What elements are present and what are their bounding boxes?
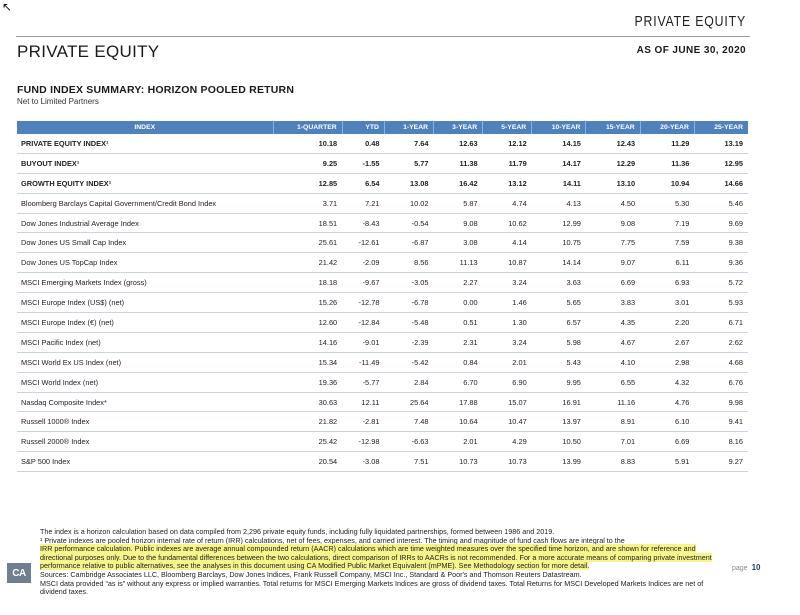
return-value-cell: 4.76: [640, 392, 694, 412]
return-value-cell: -0.54: [384, 213, 433, 233]
return-value-cell: 2.01: [483, 352, 532, 372]
return-value-cell: 4.32: [640, 372, 694, 392]
index-name-cell: Russell 2000® Index: [17, 432, 273, 452]
table-row: [17, 452, 748, 472]
index-name-cell: BUYOUT INDEX¹: [17, 153, 273, 173]
return-value-cell: 10.87: [483, 253, 532, 273]
return-value-cell: -8.43: [342, 213, 384, 233]
return-value-cell: 14.14: [532, 253, 586, 273]
return-value-cell: 16.42: [434, 173, 483, 193]
return-value-cell: 4.14: [483, 233, 532, 253]
return-value-cell: 14.66: [694, 173, 748, 193]
return-value-cell: 11.13: [434, 253, 483, 273]
return-value-cell: 18.51: [273, 213, 342, 233]
return-value-cell: 2.62: [694, 332, 748, 352]
return-value-cell: 6.11: [640, 253, 694, 273]
return-value-cell: 4.68: [694, 352, 748, 372]
page-number-value: 10: [751, 563, 761, 572]
return-value-cell: -1.55: [342, 153, 384, 173]
highlighted-footnote: IRR performance calculation. Public indexes are average annual compounded return (AACR) calculations which are time weighted measures over the specified time horizon, and are shown for reference and directional purposes only. Due to the fundamental differences between the two calculations, direct comparison of IRRs to AACRs is not recommended. For a more accurate means of comparing private investment performance relative to public alternatives, see the analyses in this document using CA Modified Public Market Equivalent (mPME). See Methodology section for more detail.: [40, 544, 712, 571]
footnotes: [40, 528, 720, 597]
footnote-msci: MSCI data provided “as is” without any express or implied warranties. Total returns for MSCI Emerging Markets Indices are gross of dividend taxes. Total Returns for MSCI Developed Markets Indices are net of dividend taxes.: [40, 578, 704, 597]
return-value-cell: 5.77: [384, 153, 433, 173]
table-header-row: [17, 121, 748, 134]
column-header-3-year: 3-YEAR: [434, 121, 483, 134]
return-value-cell: 3.01: [640, 293, 694, 313]
section-subtitle: Net to Limited Partners: [17, 97, 99, 106]
table-row: [17, 432, 748, 452]
return-value-cell: 12.11: [342, 392, 384, 412]
column-header-1-year: 1-YEAR: [384, 121, 433, 134]
return-value-cell: 7.64: [384, 134, 433, 153]
page-title: PRIVATE EQUITY: [17, 42, 160, 61]
return-value-cell: 10.50: [532, 432, 586, 452]
return-value-cell: 5.30: [640, 193, 694, 213]
return-value-cell: -9.01: [342, 332, 384, 352]
column-header-5-year: 5-YEAR: [483, 121, 532, 134]
return-value-cell: 4.67: [586, 332, 640, 352]
return-value-cell: 7.01: [586, 432, 640, 452]
return-value-cell: 5.87: [434, 193, 483, 213]
return-value-cell: 3.24: [483, 273, 532, 293]
return-value-cell: 2.31: [434, 332, 483, 352]
return-value-cell: 10.73: [483, 452, 532, 472]
index-name-cell: MSCI Pacific Index (net): [17, 332, 273, 352]
return-value-cell: 9.98: [694, 392, 748, 412]
return-value-cell: 6.69: [586, 273, 640, 293]
return-value-cell: 13.08: [384, 173, 433, 193]
return-value-cell: -5.42: [384, 352, 433, 372]
return-value-cell: 2.98: [640, 352, 694, 372]
column-header-1-quarter: 1-QUARTER: [273, 121, 342, 134]
return-value-cell: 6.93: [640, 273, 694, 293]
column-header-ytd: YTD: [342, 121, 384, 134]
return-value-cell: 6.10: [640, 412, 694, 432]
return-value-cell: 12.99: [532, 213, 586, 233]
index-name-cell: Russell 1000® Index: [17, 412, 273, 432]
return-value-cell: 9.69: [694, 213, 748, 233]
return-value-cell: 15.07: [483, 392, 532, 412]
return-value-cell: 7.51: [384, 452, 433, 472]
return-value-cell: 15.26: [273, 293, 342, 313]
return-value-cell: 12.95: [694, 153, 748, 173]
return-value-cell: 9.08: [434, 213, 483, 233]
return-value-cell: 6.69: [640, 432, 694, 452]
table-row: [17, 293, 748, 313]
return-value-cell: 6.57: [532, 313, 586, 333]
table-body: [17, 134, 748, 472]
return-value-cell: 25.61: [273, 233, 342, 253]
return-value-cell: 9.41: [694, 412, 748, 432]
return-value-cell: 13.12: [483, 173, 532, 193]
return-value-cell: 5.65: [532, 293, 586, 313]
return-value-cell: 8.83: [586, 452, 640, 472]
return-value-cell: -2.81: [342, 412, 384, 432]
return-value-cell: 10.62: [483, 213, 532, 233]
table-row: [17, 372, 748, 392]
return-value-cell: 10.18: [273, 134, 342, 153]
return-value-cell: 15.34: [273, 352, 342, 372]
column-header-25-year: 25-YEAR: [694, 121, 748, 134]
return-value-cell: 0.48: [342, 134, 384, 153]
return-value-cell: 11.38: [434, 153, 483, 173]
index-name-cell: MSCI Europe Index (€) (net): [17, 313, 273, 333]
index-name-cell: GROWTH EQUITY INDEX¹: [17, 173, 273, 193]
return-value-cell: 14.16: [273, 332, 342, 352]
column-header-10-year: 10-YEAR: [532, 121, 586, 134]
return-value-cell: 11.29: [640, 134, 694, 153]
return-value-cell: 9.27: [694, 452, 748, 472]
return-value-cell: 9.08: [586, 213, 640, 233]
return-value-cell: -6.63: [384, 432, 433, 452]
return-value-cell: 10.47: [483, 412, 532, 432]
index-name-cell: Dow Jones US TopCap Index: [17, 253, 273, 273]
index-name-cell: MSCI Europe Index (US$) (net): [17, 293, 273, 313]
return-value-cell: 2.01: [434, 432, 483, 452]
return-value-cell: -9.67: [342, 273, 384, 293]
return-value-cell: 21.82: [273, 412, 342, 432]
return-value-cell: 8.56: [384, 253, 433, 273]
return-value-cell: 13.99: [532, 452, 586, 472]
header-divider: [16, 36, 750, 37]
return-value-cell: -12.78: [342, 293, 384, 313]
table-row: [17, 352, 748, 372]
return-value-cell: 13.97: [532, 412, 586, 432]
return-value-cell: 13.10: [586, 173, 640, 193]
return-value-cell: 8.91: [586, 412, 640, 432]
return-value-cell: -11.49: [342, 352, 384, 372]
return-value-cell: -2.39: [384, 332, 433, 352]
index-name-cell: MSCI World Index (net): [17, 372, 273, 392]
return-value-cell: 4.35: [586, 313, 640, 333]
return-value-cell: 12.63: [434, 134, 483, 153]
return-value-cell: 4.29: [483, 432, 532, 452]
return-value-cell: 6.70: [434, 372, 483, 392]
cambridge-associates-logo: CA: [7, 563, 31, 583]
return-value-cell: 12.29: [586, 153, 640, 173]
return-value-cell: 11.36: [640, 153, 694, 173]
return-value-cell: -2.09: [342, 253, 384, 273]
return-value-cell: 10.64: [434, 412, 483, 432]
table-row: [17, 213, 748, 233]
return-value-cell: 3.24: [483, 332, 532, 352]
return-value-cell: 14.11: [532, 173, 586, 193]
return-value-cell: 14.17: [532, 153, 586, 173]
mouse-cursor-icon: ↖: [2, 0, 13, 14]
return-value-cell: 2.84: [384, 372, 433, 392]
table-row: [17, 173, 748, 193]
page-number: [732, 563, 760, 572]
return-value-cell: 7.59: [640, 233, 694, 253]
return-value-cell: 25.42: [273, 432, 342, 452]
return-value-cell: 12.12: [483, 134, 532, 153]
index-name-cell: Nasdaq Composite Index*: [17, 392, 273, 412]
return-value-cell: 7.19: [640, 213, 694, 233]
return-value-cell: 9.38: [694, 233, 748, 253]
return-value-cell: 3.08: [434, 233, 483, 253]
return-value-cell: 14.15: [532, 134, 586, 153]
column-header-index: INDEX: [17, 121, 273, 134]
return-value-cell: 25.64: [384, 392, 433, 412]
return-value-cell: 20.54: [273, 452, 342, 472]
table-row: [17, 253, 748, 273]
return-value-cell: 5.93: [694, 293, 748, 313]
table-row: [17, 193, 748, 213]
return-value-cell: 12.43: [586, 134, 640, 153]
return-value-cell: 3.83: [586, 293, 640, 313]
footnote-methodology: The index is a horizon calculation based on data compiled from 2,296 private equity funds, including fully liquidated partnerships, formed between 1986 and 2019.: [40, 527, 555, 536]
return-value-cell: 3.71: [273, 193, 342, 213]
return-value-cell: 7.75: [586, 233, 640, 253]
index-name-cell: MSCI World Ex US Index (net): [17, 352, 273, 372]
return-value-cell: 21.42: [273, 253, 342, 273]
footnote-private-indexes: ¹ Private indexes are pooled horizon internal rate of return (IRR) calculations, net of fees, expenses, and carried interest. The timing and magnitude of fund cash flows are integral to the: [40, 535, 625, 545]
running-header: PRIVATE EQUITY: [634, 13, 746, 30]
return-value-cell: -12.61: [342, 233, 384, 253]
return-value-cell: 7.48: [384, 412, 433, 432]
return-value-cell: 17.88: [434, 392, 483, 412]
table-row: [17, 412, 748, 432]
return-value-cell: 9.25: [273, 153, 342, 173]
return-value-cell: 30.63: [273, 392, 342, 412]
table-row: [17, 332, 748, 352]
return-value-cell: 4.10: [586, 352, 640, 372]
return-value-cell: 1.30: [483, 313, 532, 333]
return-value-cell: -12.84: [342, 313, 384, 333]
return-value-cell: 11.16: [586, 392, 640, 412]
return-value-cell: -6.78: [384, 293, 433, 313]
return-value-cell: 12.85: [273, 173, 342, 193]
table-row: [17, 392, 748, 412]
return-value-cell: 13.19: [694, 134, 748, 153]
return-value-cell: 5.46: [694, 193, 748, 213]
return-value-cell: -5.48: [384, 313, 433, 333]
table-row: [17, 153, 748, 173]
return-value-cell: 6.54: [342, 173, 384, 193]
index-name-cell: PRIVATE EQUITY INDEX¹: [17, 134, 273, 153]
return-value-cell: -3.05: [384, 273, 433, 293]
return-value-cell: -3.08: [342, 452, 384, 472]
return-value-cell: 5.43: [532, 352, 586, 372]
return-value-cell: 10.94: [640, 173, 694, 193]
return-value-cell: 16.91: [532, 392, 586, 412]
section-title: FUND INDEX SUMMARY: HORIZON POOLED RETURN: [17, 84, 295, 96]
return-value-cell: 6.55: [586, 372, 640, 392]
table-row: [17, 273, 748, 293]
return-value-cell: 0.84: [434, 352, 483, 372]
return-value-cell: 1.46: [483, 293, 532, 313]
return-value-cell: 3.63: [532, 273, 586, 293]
table-row: [17, 134, 748, 153]
return-value-cell: 4.74: [483, 193, 532, 213]
index-name-cell: MSCI Emerging Markets Index (gross): [17, 273, 273, 293]
return-value-cell: 7.21: [342, 193, 384, 213]
return-value-cell: 8.16: [694, 432, 748, 452]
return-value-cell: 9.07: [586, 253, 640, 273]
return-value-cell: 18.18: [273, 273, 342, 293]
return-value-cell: 2.20: [640, 313, 694, 333]
return-value-cell: 2.27: [434, 273, 483, 293]
return-value-cell: -5.77: [342, 372, 384, 392]
return-value-cell: 6.90: [483, 372, 532, 392]
return-value-cell: 10.02: [384, 193, 433, 213]
index-name-cell: Dow Jones Industrial Average Index: [17, 213, 273, 233]
index-name-cell: S&P 500 Index: [17, 452, 273, 472]
return-value-cell: 0.00: [434, 293, 483, 313]
return-value-cell: 11.79: [483, 153, 532, 173]
return-value-cell: -12.98: [342, 432, 384, 452]
return-value-cell: 9.95: [532, 372, 586, 392]
return-value-cell: 2.67: [640, 332, 694, 352]
return-value-cell: 4.50: [586, 193, 640, 213]
return-value-cell: 6.76: [694, 372, 748, 392]
return-value-cell: 10.75: [532, 233, 586, 253]
index-name-cell: Bloomberg Barclays Capital Government/Credit Bond Index: [17, 193, 273, 213]
table-row: [17, 313, 748, 333]
return-value-cell: 5.98: [532, 332, 586, 352]
index-name-cell: Dow Jones US Small Cap Index: [17, 233, 273, 253]
footnote-sources: Sources: Cambridge Associates LLC, Bloomberg Barclays, Dow Jones Indices, Frank Russell Company, MSCI Inc., Standard & Poor's and Thomson Reuters Datastream.: [40, 569, 582, 579]
return-value-cell: 10.73: [434, 452, 483, 472]
as-of-date: AS OF JUNE 30, 2020: [636, 45, 746, 56]
return-value-cell: 9.36: [694, 253, 748, 273]
return-value-cell: 5.72: [694, 273, 748, 293]
return-value-cell: 4.13: [532, 193, 586, 213]
return-value-cell: 0.51: [434, 313, 483, 333]
return-value-cell: 5.91: [640, 452, 694, 472]
return-value-cell: 12.60: [273, 313, 342, 333]
return-value-cell: 19.36: [273, 372, 342, 392]
index-summary-table: [17, 121, 748, 472]
column-header-20-year: 20-YEAR: [640, 121, 694, 134]
return-value-cell: 6.71: [694, 313, 748, 333]
column-header-15-year: 15-YEAR: [586, 121, 640, 134]
page-label: page: [732, 565, 748, 572]
table-row: [17, 233, 748, 253]
return-value-cell: -6.87: [384, 233, 433, 253]
